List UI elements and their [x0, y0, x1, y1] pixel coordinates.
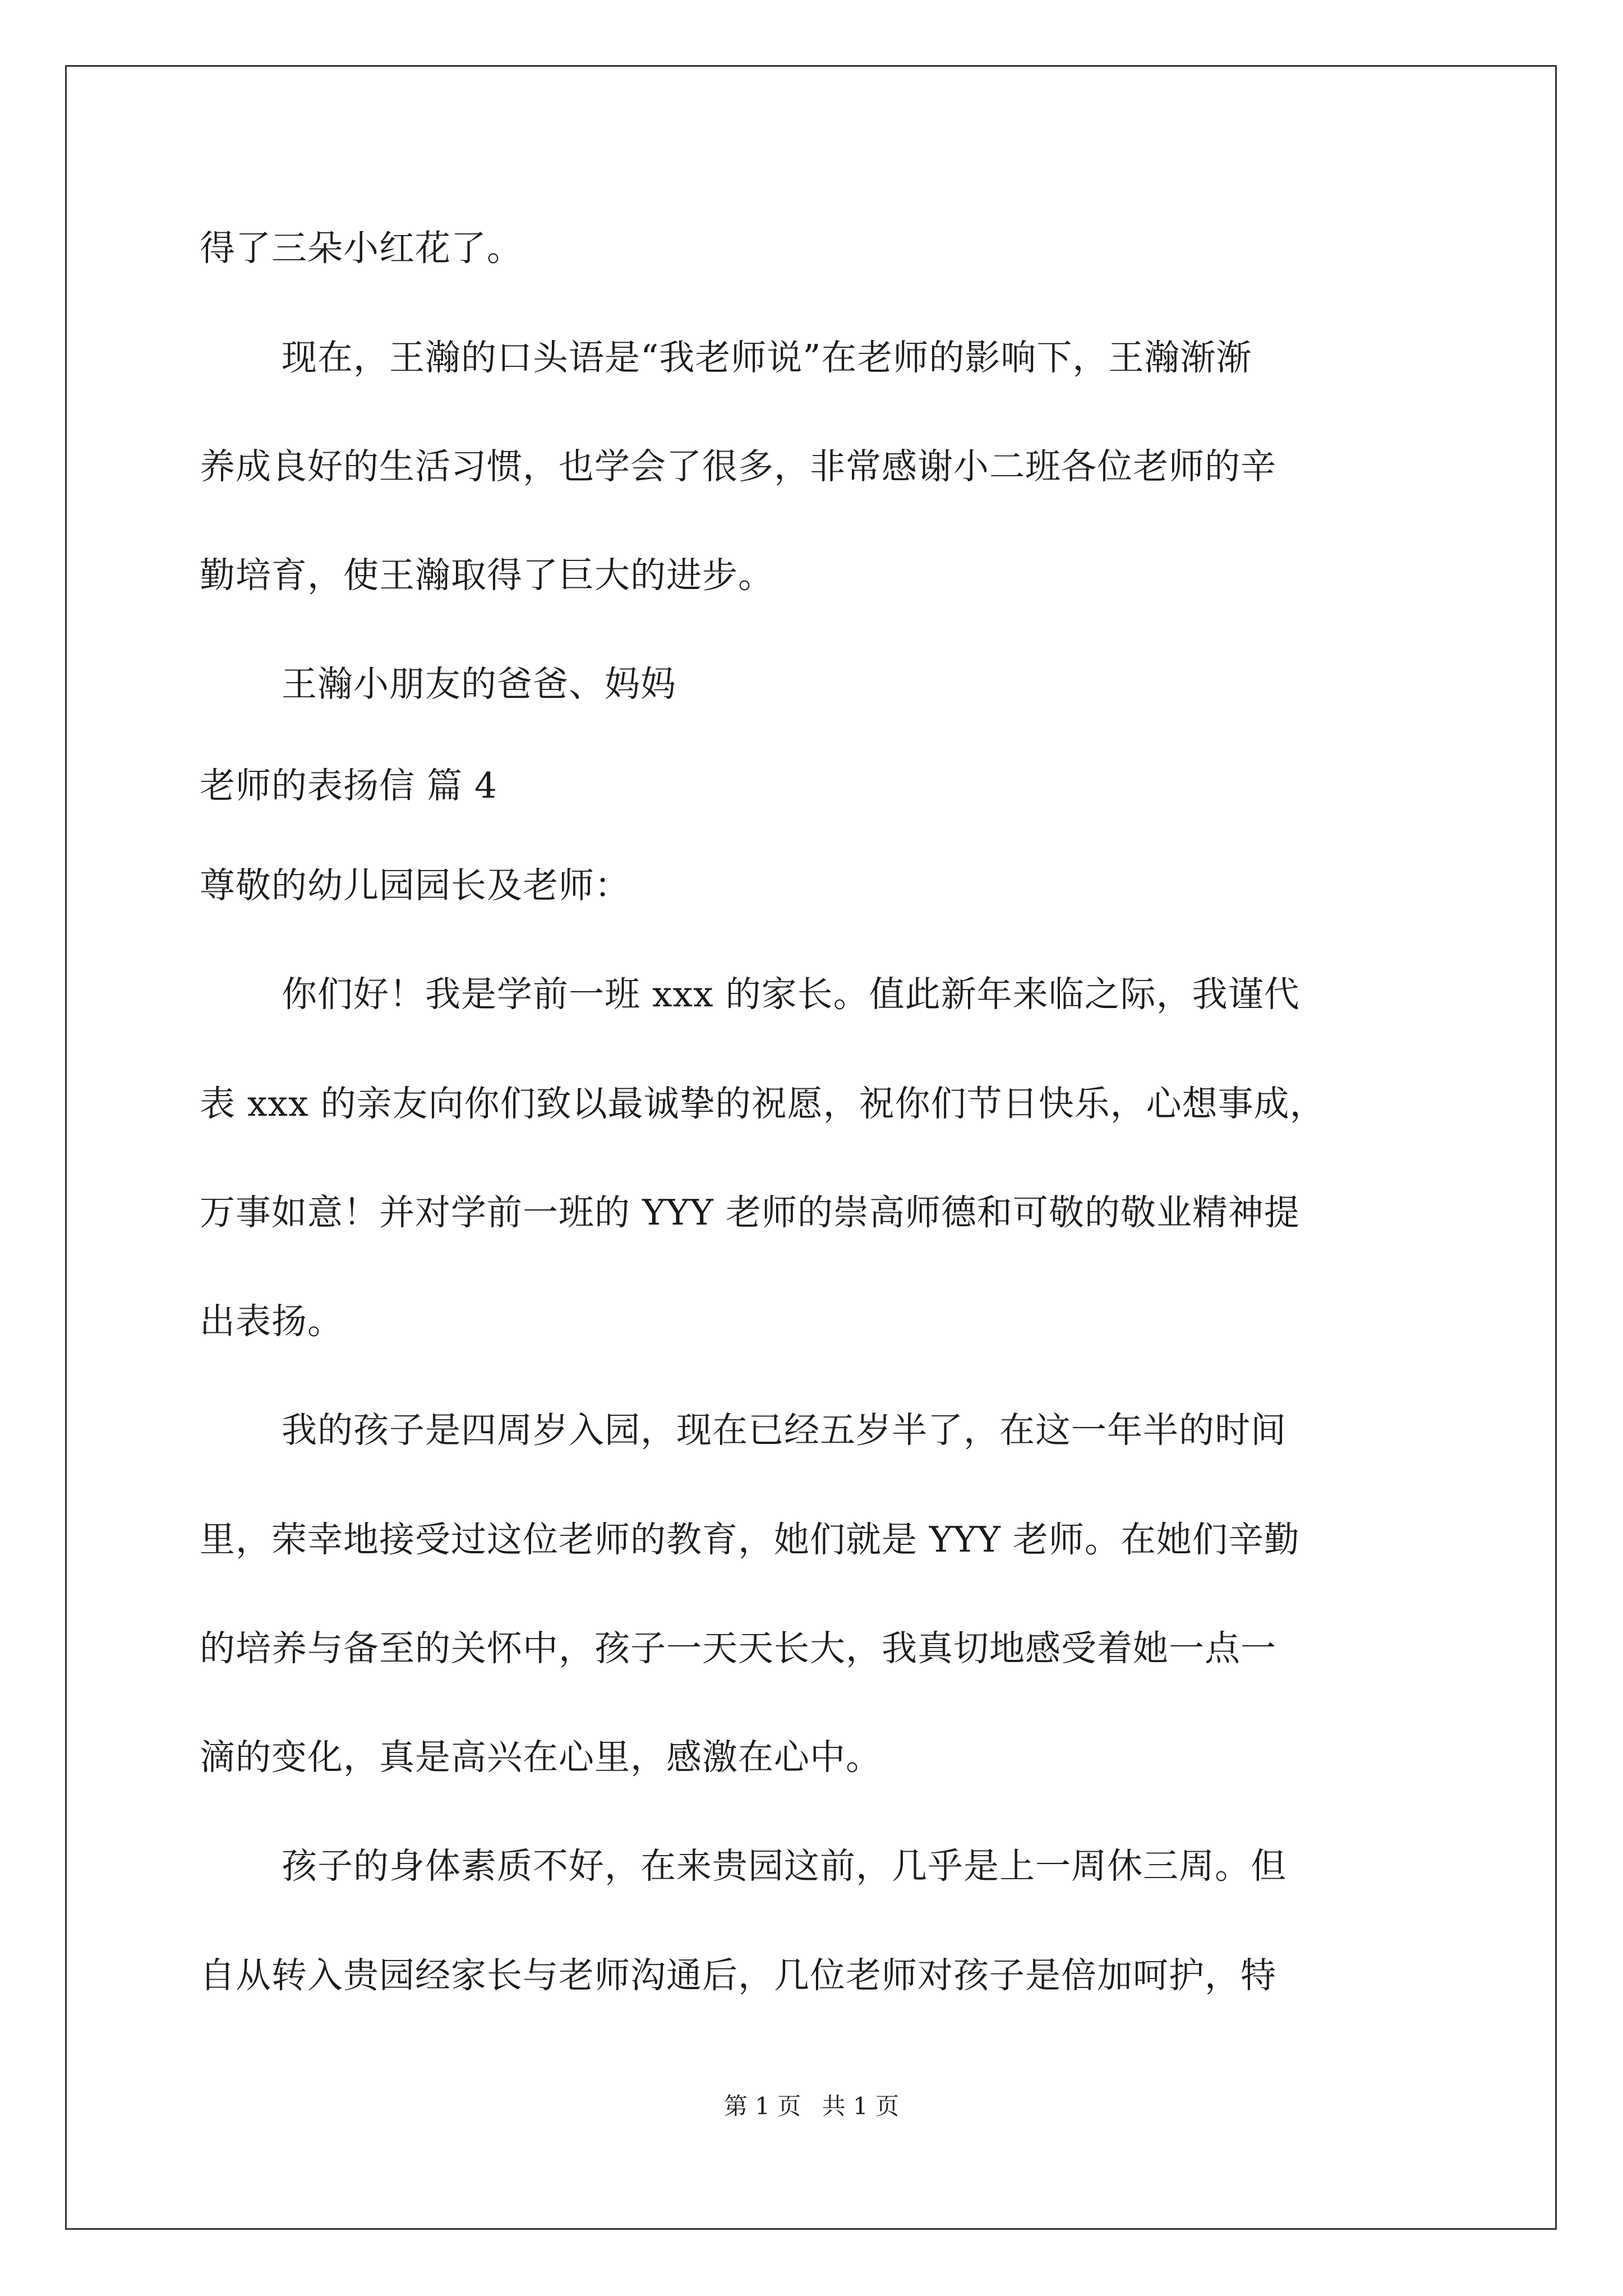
body-line: 出表扬。: [200, 1301, 343, 1342]
page-total: 共 1 页: [822, 2092, 900, 2120]
body-line: 孩子的身体素质不好，在来贵园这前，几乎是上一周休三周。但: [282, 1846, 1287, 1887]
body-line: 的培养与备至的关怀中，孩子一天天长大，我真切地感受着她一点一: [200, 1628, 1276, 1669]
body-line: 勤培育，使王瀚取得了巨大的进步。: [200, 555, 774, 596]
body-line: 我的孩子是四周岁入园，现在已经五岁半了，在这一年半的时间: [282, 1410, 1287, 1451]
page-number: 第 1 页: [723, 2092, 801, 2120]
body-line: 你们好！我是学前一班 xxx 的家长。值此新年来临之际，我谨代: [282, 974, 1300, 1015]
page-frame: [65, 65, 1557, 2230]
signature-line: 王瀚小朋友的爸爸、妈妈: [282, 664, 676, 705]
body-line: 万事如意！并对学前一班的 YYY 老师的崇高师德和可敬的敬业精神提: [200, 1192, 1300, 1233]
body-line: 得了三朵小红花了。: [200, 228, 523, 269]
body-line: 表 xxx 的亲友向你们致以最诚挚的祝愿，祝你们节日快乐，心想事成，: [200, 1083, 1326, 1124]
section-heading: 老师的表扬信 篇 4: [200, 765, 498, 806]
body-line: 里，荣幸地接受过这位老师的教育，她们就是 YYY 老师。在她们辛勤: [200, 1519, 1300, 1560]
body-line: 现在，王瀚的口头语是“我老师说”在老师的影响下，王瀚渐渐: [282, 337, 1252, 378]
body-line: 滴的变化，真是高兴在心里，感激在心中。: [200, 1737, 882, 1778]
body-line: 养成良好的生活习惯，也学会了很多，非常感谢小二班各位老师的辛: [200, 446, 1276, 487]
salutation: 尊敬的幼儿园园长及老师：: [200, 865, 630, 906]
page-footer: [0, 2091, 1623, 2122]
body-line: 自从转入贵园经家长与老师沟通后，几位老师对孩子是倍加呵护，特: [200, 1955, 1276, 1996]
